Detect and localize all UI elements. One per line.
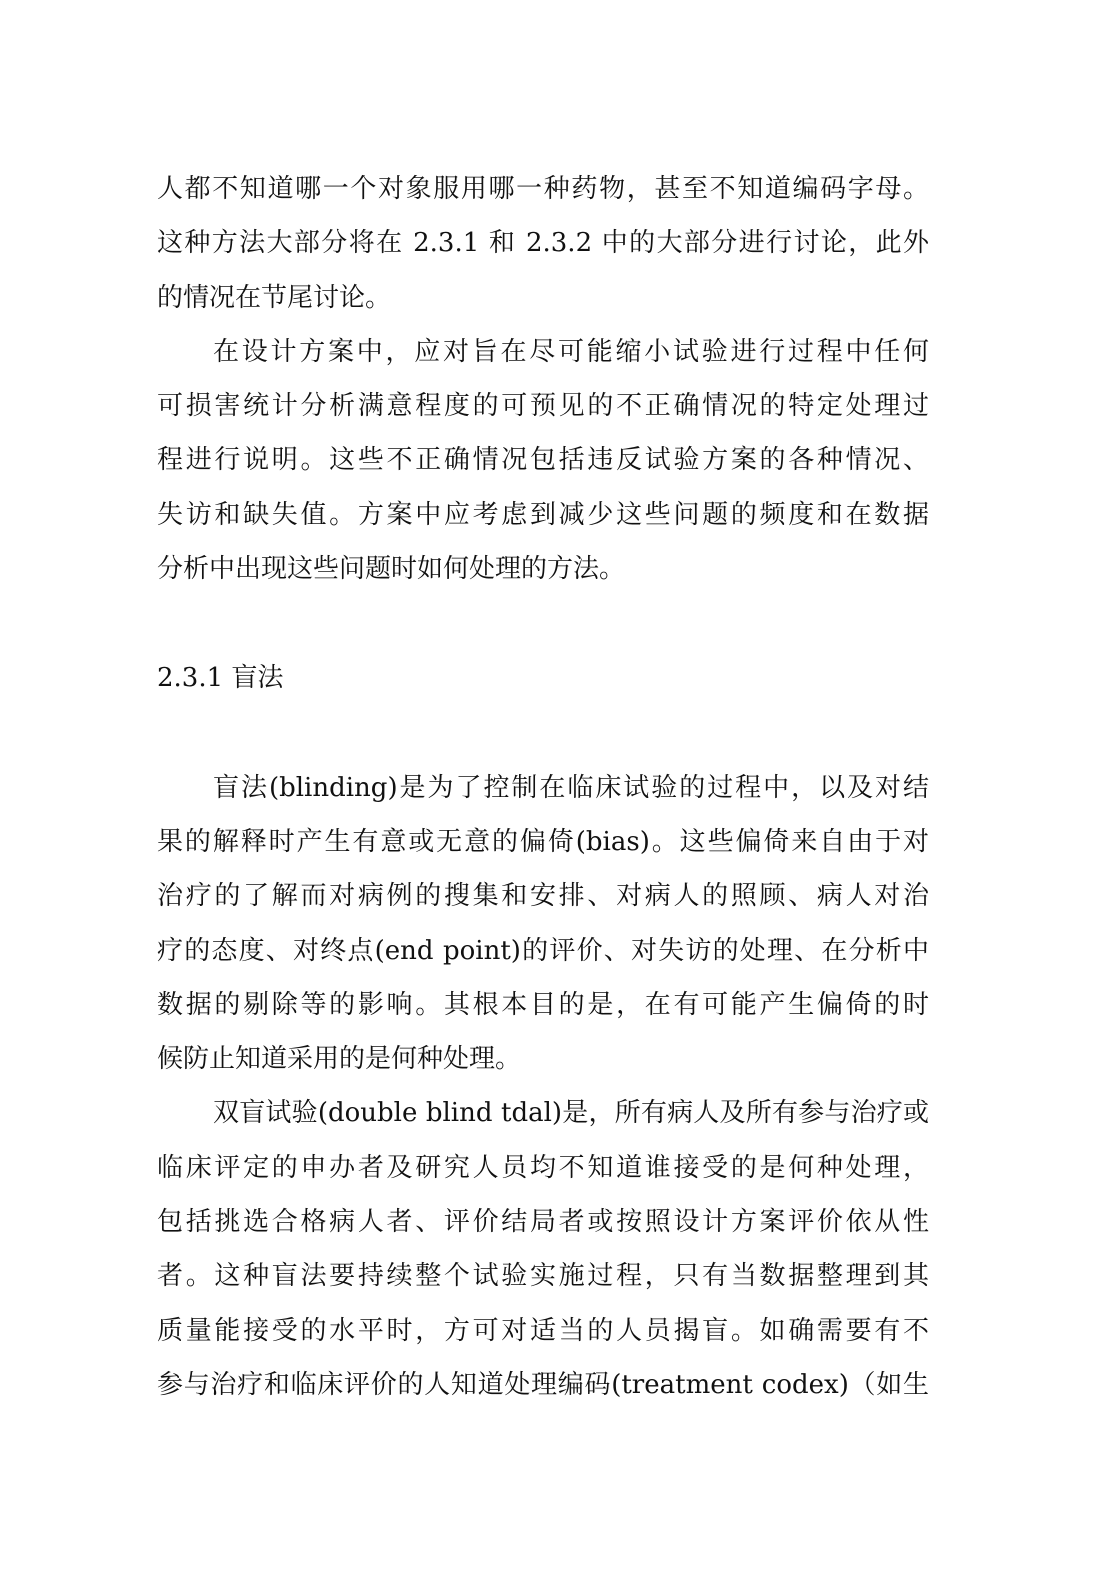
text-line: 治疗的了解而对病例的搜集和安排、对病人的照顾、病人对治 bbox=[157, 881, 929, 912]
text-line: 人都不知道哪一个对象服用哪一种药物，甚至不知道编码字母。 bbox=[157, 174, 929, 204]
paragraph-design-plan bbox=[157, 325, 929, 596]
paragraph-double-blind bbox=[157, 1086, 929, 1412]
text-line: 失访和缺失值。方案中应考虑到减少这些问题的频度和在数据 bbox=[157, 499, 929, 530]
section-heading: 2.3.1 盲法 bbox=[157, 663, 284, 694]
text-line: 盲法(blinding)是为了控制在临床试验的过程中，以及对结 bbox=[213, 772, 929, 803]
text-line: 双盲试验(double blind tdal)是，所有病人及所有参与治疗或 bbox=[213, 1098, 929, 1129]
text-line: 可损害统计分析满意程度的可预见的不正确情况的特定处理过 bbox=[157, 391, 929, 422]
text-line: 数据的剔除等的影响。其根本目的是，在有可能产生偏倚的时 bbox=[157, 989, 929, 1020]
paragraph-continuation bbox=[157, 162, 929, 325]
spacer bbox=[157, 706, 929, 761]
text-line: 参与治疗和临床评价的人知道处理编码(treatment codex)（如生 bbox=[157, 1369, 929, 1400]
text-line: 果的解释时产生有意或无意的偏倚(bias)。这些偏倚来自由于对 bbox=[157, 826, 929, 857]
text-line: 者。这种盲法要持续整个试验实施过程，只有当数据整理到其 bbox=[157, 1261, 929, 1292]
text-line: 分析中出现这些问题时如何处理的方法。 bbox=[157, 554, 626, 585]
text-line: 候防止知道采用的是何种处理。 bbox=[157, 1044, 522, 1075]
text-line: 临床评定的申办者及研究人员均不知道谁接受的是何种处理， bbox=[157, 1152, 929, 1183]
document-body bbox=[157, 162, 929, 1412]
text-line: 在设计方案中，应对旨在尽可能缩小试验进行过程中任何 bbox=[213, 336, 929, 367]
text-line: 质量能接受的水平时，方可对适当的人员揭盲。如确需要有不 bbox=[157, 1315, 929, 1346]
text-line: 的情况在节尾讨论。 bbox=[157, 282, 392, 313]
text-line: 程进行说明。这些不正确情况包括违反试验方案的各种情况、 bbox=[157, 445, 929, 476]
spacer bbox=[157, 596, 929, 651]
paragraph-blinding bbox=[157, 761, 929, 1087]
text-line: 包括挑选合格病人者、评价结局者或按照设计方案评价依从性 bbox=[157, 1207, 929, 1238]
text-line: 疗的态度、对终点(end point)的评价、对失访的处理、在分析中 bbox=[157, 935, 929, 966]
text-line: 这种方法大部分将在 2.3.1 和 2.3.2 中的大部分进行讨论，此外 bbox=[157, 228, 929, 259]
